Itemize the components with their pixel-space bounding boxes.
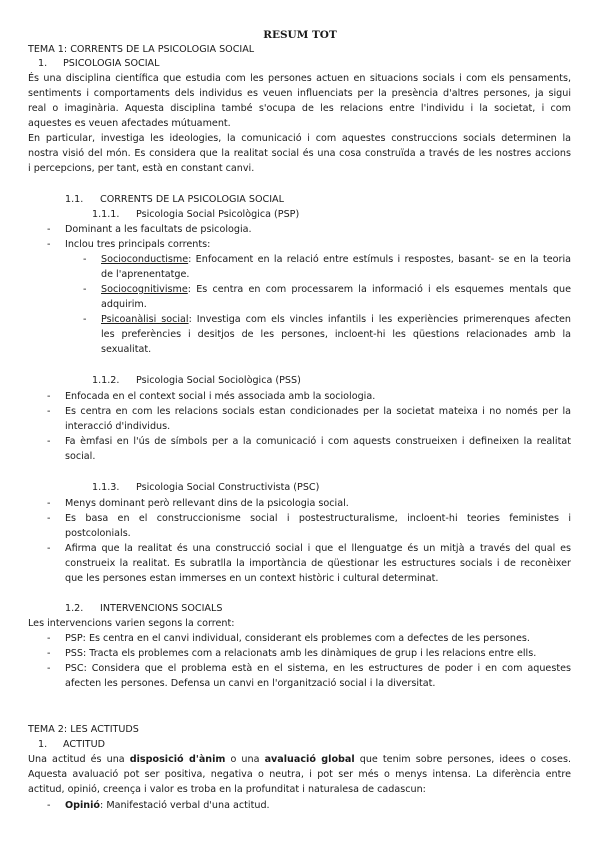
bullet-text: social. — [65, 451, 96, 462]
paragraph-line: i percepcions, per tant, està en constant canvi. — [28, 163, 255, 174]
bullet-text: Fa èmfasi en l'ús de símbols per a la comunicació i com aquests construeixen i defineixen la realitat — [65, 436, 571, 447]
bullet-text: Dominant a les facultats de psicologia. — [65, 224, 252, 235]
bold-term: avaluació global — [264, 754, 355, 765]
paragraph-line — [28, 753, 571, 767]
bullet-dash: - — [47, 406, 51, 417]
sub-bullet-text: : Investiga com els vincles infantils i les experiències primerenques afecten — [188, 314, 571, 325]
section-heading: ACTITUD — [63, 739, 106, 750]
bullet-text: Enfocada en el context social i més associada amb la sociologia. — [65, 391, 376, 402]
text-run: Una actitud és una — [28, 754, 130, 765]
sub-bullet-dash: - — [83, 314, 87, 325]
bullet-text: construeix la realitat. Es subratlla la importància de qüestionar les estructures socials i de reconèixer — [65, 558, 571, 569]
section-number: 1.1.1. — [92, 209, 120, 220]
bullet-dash: - — [47, 648, 51, 659]
bullet-text — [65, 799, 270, 813]
bullet-dash: - — [47, 543, 51, 554]
paragraph-line: És una disciplina científica que estudia com les persones actuen en situacions socials i com els pensaments, — [28, 73, 571, 84]
bullet-text: postcolonials. — [65, 528, 131, 539]
section-heading: Psicologia Social Sociològica (PSS) — [136, 375, 301, 386]
bullet-text: Es basa en el construccionisme social i postestructuralisme, incloent-hi teories feministes i — [65, 513, 571, 524]
bullet-text: Menys dominant però rellevant dins de la psicologia social. — [65, 498, 349, 509]
sub-bullet-line: adquirim. — [101, 299, 147, 310]
sub-bullet-line: les preferències i desitjos de les persones, incloent-hi les qüestions relacionades amb la — [101, 329, 571, 340]
paragraph-line: Les intervencions varien segons la corrent: — [28, 618, 235, 629]
text-run: que tenim sobre persones, idees o coses. — [354, 754, 572, 765]
bullet-dash: - — [47, 633, 51, 644]
bullet-text: PSC: Considera que el problema està en el sistema, en les estructures de poder i en com aquestes — [65, 663, 571, 674]
paragraph-line: En particular, investiga les ideologies, la comunicació i com aquestes construccions socials determinen la — [28, 133, 571, 144]
sub-bullet-line — [101, 253, 571, 267]
paragraph-line: actitud, opinió, creença i valor es troba en la profunditat i naturalesa de cadascun: — [28, 784, 426, 795]
sub-bullet-line — [101, 313, 571, 327]
paragraph-line: sentiments i comportaments dels individus es veuen influenciats per la presència d'altres persones, ja sigui — [28, 88, 571, 99]
section-number: 1. — [38, 58, 48, 69]
bullet-text: que les persones estan immerses en un context històric i cultural determinat. — [65, 573, 439, 584]
term-psicoanalisi-social: Psicoanàlisi social — [101, 314, 189, 325]
bullet-text: Inclou tres principals corrents: — [65, 239, 211, 250]
bold-term: Opinió — [65, 800, 101, 811]
paragraph-line: aquestes es veuen afectades mútuament. — [28, 118, 231, 129]
sub-bullet-dash: - — [83, 254, 87, 265]
bullet-dash: - — [47, 239, 51, 250]
term-socioconductisme: Socioconductisme — [101, 254, 189, 265]
bullet-dash: - — [47, 513, 51, 524]
section-heading: CORRENTS DE LA PSICOLOGIA SOCIAL — [100, 194, 284, 205]
section-number: 1.2. — [65, 603, 84, 614]
bullet-dash: - — [47, 224, 51, 235]
section-number: 1.1.3. — [92, 482, 120, 493]
bullet-dash: - — [47, 436, 51, 447]
sub-bullet-line: sexualitat. — [101, 344, 152, 355]
text-run: o una — [225, 754, 265, 765]
section-number: 1.1.2. — [92, 375, 120, 386]
tema1-heading: TEMA 1: CORRENTS DE LA PSICOLOGIA SOCIAL — [28, 44, 255, 55]
bullet-dash: - — [47, 663, 51, 674]
bullet-text: afecten les persones. Defensa un canvi en l'organització social i la diversitat. — [65, 678, 436, 689]
bullet-dash: - — [47, 498, 51, 509]
section-heading: INTERVENCIONS SOCIALS — [100, 603, 223, 614]
bullet-text: PSP: Es centra en el canvi individual, considerant els problemes com a defectes de les persones. — [65, 633, 530, 644]
text-run: : Manifestació verbal d'una actitud. — [100, 800, 270, 811]
bullet-text: PSS: Tracta els problemes com a relacionats amb les dinàmiques de grup i les relacions entre ells. — [65, 648, 537, 659]
paragraph-line: nostra visió del món. Es considera que la realitat social és una cosa construïda a través de les nostres accions — [28, 148, 571, 159]
bold-term: disposició d'ànim — [129, 754, 226, 765]
section-heading: Psicologia Social Constructivista (PSC) — [136, 482, 320, 493]
section-heading: PSICOLOGIA SOCIAL — [63, 58, 160, 69]
sub-bullet-dash: - — [83, 284, 87, 295]
document-title: RESUM TOT — [263, 29, 337, 41]
bullet-dash: - — [47, 391, 51, 402]
sub-bullet-line — [101, 283, 571, 297]
bullet-text: Afirma que la realitat és una construcció social i que el llenguatge és un mitjà a través del qual es — [65, 543, 571, 554]
sub-bullet-text: : Es centra en com processarem la informació i els esquemes mentals que — [187, 284, 571, 295]
bullet-text: Es centra en com les relacions socials estan condicionades per la societat mateixa i no només per la — [65, 406, 571, 417]
paragraph-line: Aquesta avaluació pot ser positiva, negativa o neutra, i pot ser més o menys intensa. La diferència entre — [28, 769, 571, 780]
section-number: 1. — [38, 739, 48, 750]
tema2-heading: TEMA 2: LES ACTITUDS — [28, 724, 139, 735]
paragraph-line: real o imaginària. Aquesta disciplina també s'ocupa de les relacions entre l'individu i la societat, i com — [28, 103, 571, 114]
section-number: 1.1. — [65, 194, 84, 205]
section-heading: Psicologia Social Psicològica (PSP) — [136, 209, 300, 220]
bullet-dash: - — [47, 800, 51, 811]
sub-bullet-line: de l'aprenentatge. — [101, 269, 190, 280]
sub-bullet-text: : Enfocament en la relació entre estímuls i respostes, basant- se en la teoria — [188, 254, 571, 265]
term-sociocognitivisme: Sociocognitivisme — [101, 284, 188, 295]
bullet-text: interacció d'individus. — [65, 421, 171, 432]
